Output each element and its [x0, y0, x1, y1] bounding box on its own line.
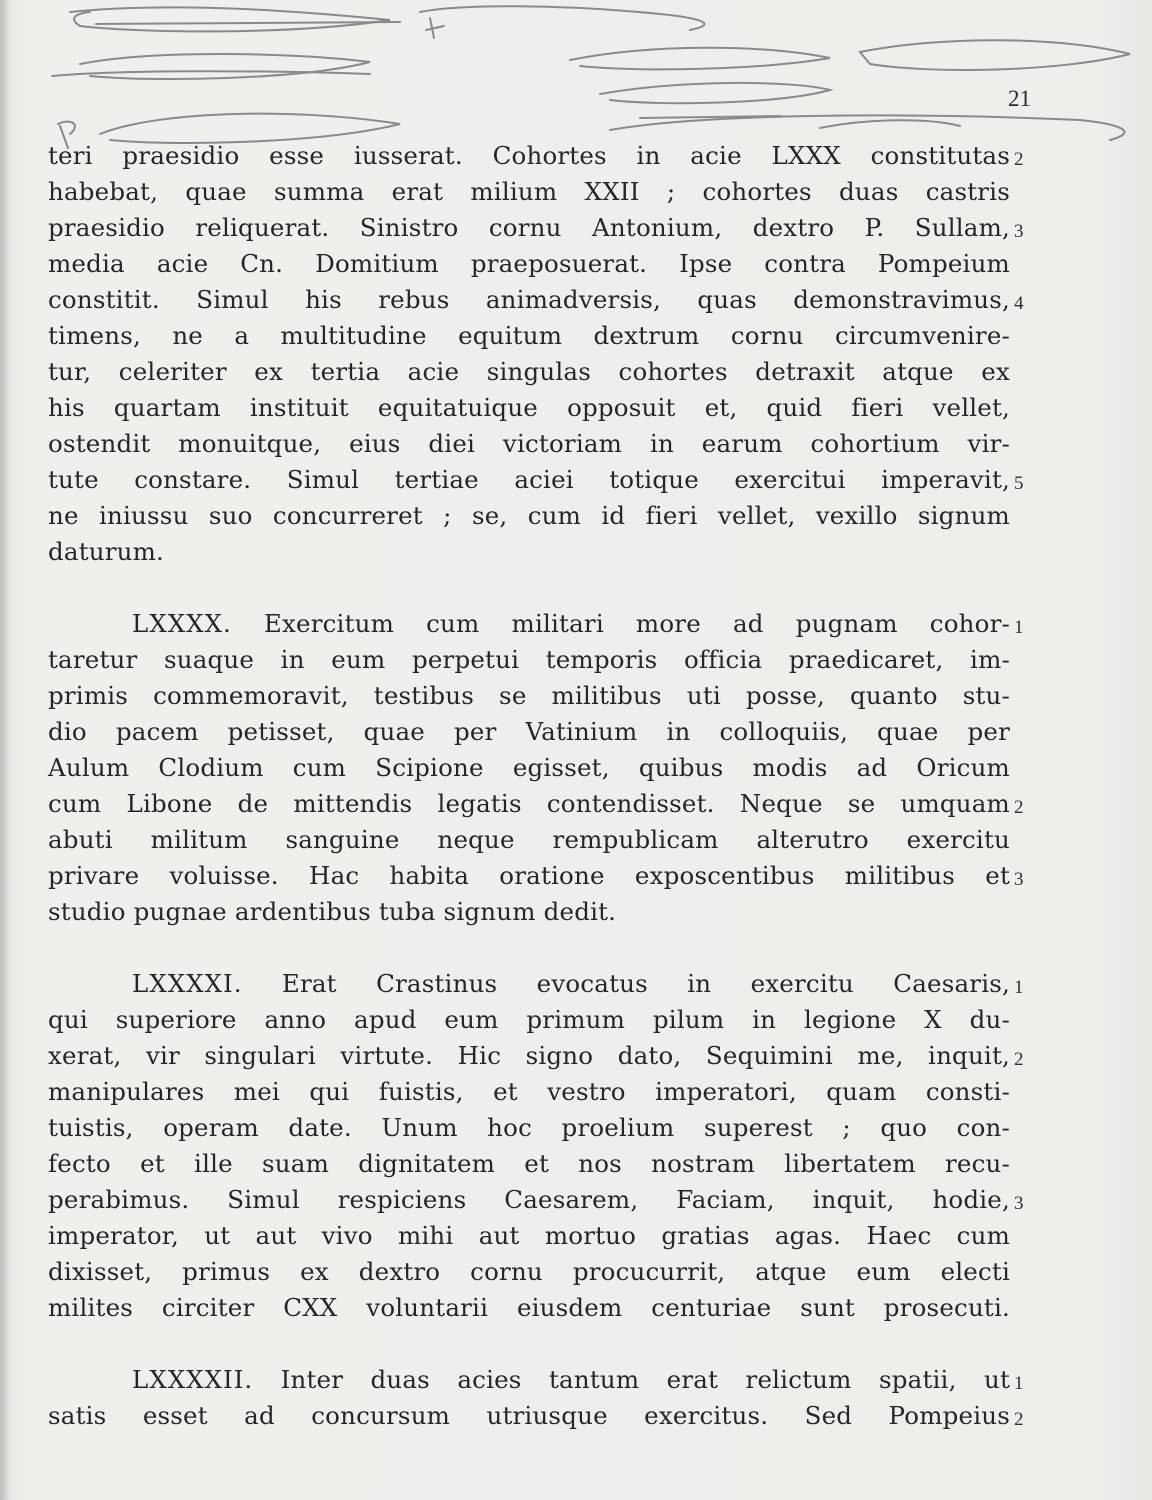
text-line — [48, 750, 1010, 786]
line-text: taretur suaque in eum perpetui temporis officia praedicaret, im- — [48, 645, 1010, 674]
margin-sentence-number: 2 — [1014, 797, 1024, 818]
paragraph-gap — [48, 930, 1010, 966]
pencil-scribble-6 — [570, 48, 830, 70]
text-line — [48, 1218, 1010, 1254]
line-text: dixisset, primus ex dextro cornu procucurrit, atque eum electi — [48, 1257, 1010, 1286]
line-text: cum Libone de mittendis legatis contendisset. Neque se umquam — [48, 789, 1010, 818]
line-text: imperator, ut aut vivo mihi aut mortuo gratias agas. Haec cum — [48, 1221, 1010, 1250]
line-text: Exercitum cum militari more ad pugnam cohor- — [263, 609, 1010, 638]
margin-sentence-number: 1 — [1014, 1373, 1024, 1394]
text-line — [48, 714, 1010, 750]
margin-sentence-number: 3 — [1014, 221, 1024, 242]
margin-sentence-number: 1 — [1014, 977, 1024, 998]
pencil-scribble-4 — [80, 54, 370, 79]
text-line — [48, 642, 1010, 678]
line-text: timens, ne a multitudine equitum dextrum cornu circumvenire- — [48, 321, 1010, 350]
text-line — [48, 138, 1024, 174]
line-text: abuti militum sanguine neque rempublicam alterutro exercitu — [48, 825, 1010, 854]
margin-sentence-number: 1 — [1014, 617, 1024, 638]
text-line — [48, 354, 1010, 390]
margin-sentence-number: 3 — [1014, 1193, 1024, 1214]
pencil-scribble-10 — [610, 115, 1124, 140]
line-text: Inter duas acies tantum erat relictum spatii, ut — [280, 1365, 1010, 1394]
text-line — [48, 858, 1024, 894]
text-line — [48, 894, 1010, 930]
line-text: manipulares mei qui fuistis, et vestro imperatori, quam consti- — [48, 1077, 1010, 1106]
margin-sentence-number: 3 — [1014, 869, 1024, 890]
pencil-scribble-12 — [426, 18, 444, 38]
body-text — [48, 138, 1024, 1434]
paragraph-gap — [48, 1326, 1010, 1362]
section-number: LXXXX. — [132, 609, 232, 638]
text-line — [48, 1110, 1010, 1146]
text-line — [48, 786, 1024, 822]
text-line — [48, 1182, 1024, 1218]
section-first-line — [48, 1362, 1024, 1398]
text-line — [48, 822, 1010, 858]
line-text: perabimus. Simul respiciens Caesarem, Faciam, inquit, hodie, — [48, 1185, 1010, 1214]
text-line — [48, 678, 1010, 714]
pencil-scribble-3 — [420, 6, 704, 30]
line-text: dio pacem petisset, quae per Vatinium in colloquiis, quae per — [48, 717, 1010, 746]
pencil-scribble-7 — [860, 40, 1130, 70]
text-line — [48, 174, 1010, 210]
section-number: LXXXXI. — [132, 969, 243, 998]
text-line — [48, 1254, 1010, 1290]
text-line — [48, 1002, 1010, 1038]
margin-sentence-number: 2 — [1014, 1049, 1024, 1070]
text-line — [48, 1290, 1010, 1326]
text-line — [48, 498, 1010, 534]
pencil-scribble-8 — [600, 83, 830, 103]
line-text: primis commemoravit, testibus se militibus uti posse, quanto stu- — [48, 681, 1010, 710]
line-text: ostendit monuitque, eius diei victoriam in earum cohortium vir- — [48, 429, 1010, 458]
text-line — [48, 390, 1010, 426]
margin-sentence-number: 2 — [1014, 1409, 1024, 1430]
line-text: ne iniussu suo concurreret ; se, cum id fieri vellet, vexillo signum — [48, 501, 1010, 530]
line-text: fecto et ille suam dignitatem et nos nostram libertatem recu- — [48, 1149, 1010, 1178]
text-line — [48, 534, 1010, 570]
margin-sentence-number: 4 — [1014, 293, 1024, 314]
pencil-scribble-13 — [640, 116, 960, 128]
margin-sentence-number: 5 — [1014, 473, 1024, 494]
text-line — [48, 282, 1024, 318]
binding-shadow — [0, 0, 10, 1500]
section-first-line — [48, 966, 1024, 1002]
line-text: tute constare. Simul tertiae aciei totique exercitui imperavit, — [48, 465, 1010, 494]
text-line — [48, 246, 1010, 282]
line-text: praesidio reliquerat. Sinistro cornu Antonium, dextro P. Sullam, — [48, 213, 1010, 242]
line-text: satis esset ad concursum utriusque exercitus. Sed Pompeius — [48, 1401, 1010, 1430]
text-line — [48, 1146, 1010, 1182]
line-text: Aulum Clodium cum Scipione egisset, quibus modis ad Oricum — [48, 753, 1010, 782]
section-first-line — [48, 606, 1024, 642]
section-number: LXXXXII. — [132, 1365, 254, 1394]
text-line — [48, 318, 1010, 354]
page-number: 21 — [1008, 86, 1031, 111]
line-text: xerat, vir singulari virtute. Hic signo dato, Sequimini me, inquit, — [48, 1041, 1010, 1070]
text-line — [48, 462, 1024, 498]
line-text: constitit. Simul his rebus animadversis, quas demonstravimus, — [48, 285, 1010, 314]
line-text: his quartam instituit equitatuique opposuit et, quid fieri vellet, — [48, 393, 1010, 422]
line-text: habebat, quae summa erat milium XXII ; cohortes duas castris — [48, 177, 1010, 206]
paragraph-gap — [48, 570, 1010, 606]
text-line — [48, 210, 1024, 246]
pencil-scribble-2 — [96, 22, 400, 24]
text-line — [48, 1038, 1024, 1074]
text-line — [48, 426, 1010, 462]
line-text: tur, celeriter ex tertia acie singulas cohortes detraxit atque ex — [48, 357, 1010, 386]
text-line — [48, 1074, 1010, 1110]
pencil-scribble-5 — [52, 71, 370, 76]
line-text: media acie Cn. Domitium praeposuerat. Ipse contra Pompeium — [48, 249, 1010, 278]
line-text: studio pugnae ardentibus tuba signum dedit. — [48, 897, 617, 926]
line-text: tuistis, operam date. Unum hoc proelium superest ; quo con- — [48, 1113, 1010, 1142]
pencil-scribble-1 — [70, 7, 390, 31]
margin-sentence-number: 2 — [1014, 149, 1024, 170]
line-text: daturum. — [48, 537, 165, 566]
line-text: milites circiter CXX voluntarii eiusdem centuriae sunt prosecuti. — [48, 1293, 1010, 1322]
line-text: teri praesidio esse iusserat. Cohortes in acie LXXX constitutas — [48, 141, 1010, 170]
line-text: privare voluisse. Hac habita oratione exposcentibus militibus et — [48, 861, 1010, 890]
line-text: Erat Crastinus evocatus in exercitu Caesaris, — [281, 969, 1010, 998]
text-line — [48, 1398, 1024, 1434]
line-text: qui superiore anno apud eum primum pilum in legione X du- — [48, 1005, 1010, 1034]
